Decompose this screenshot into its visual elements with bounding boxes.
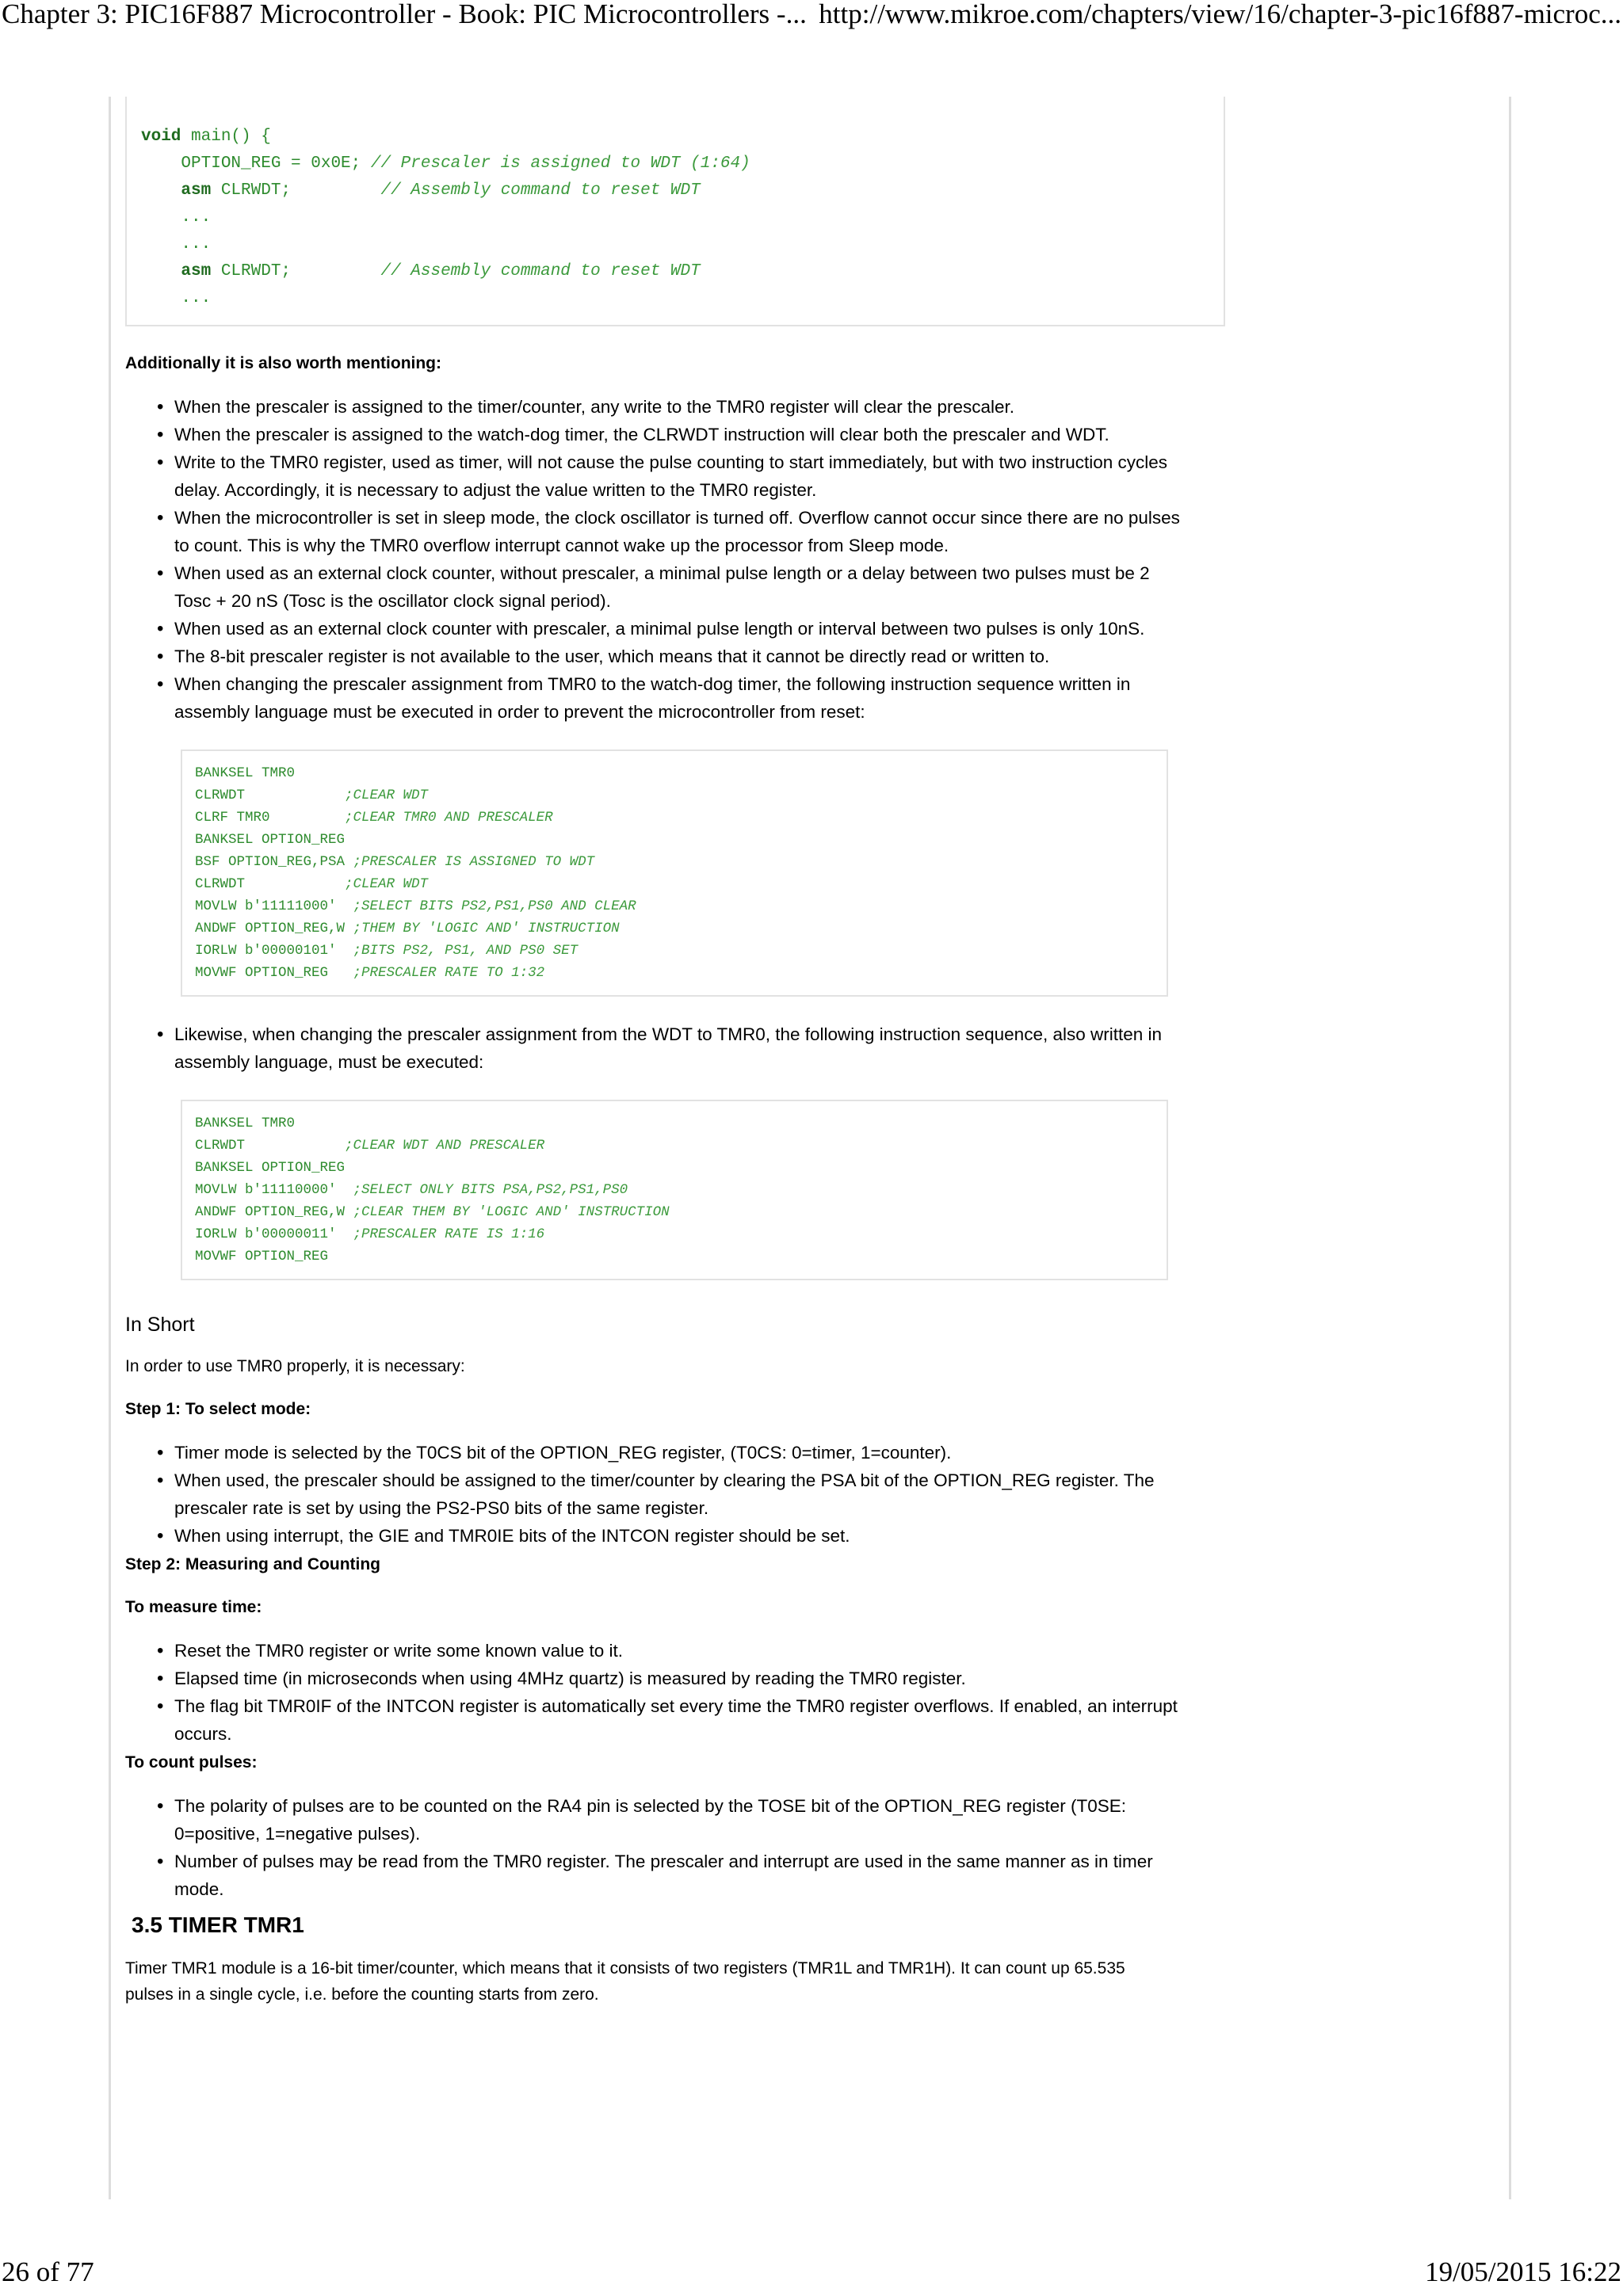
list-item: • The flag bit TMR0IF of the INTCON register is automatically set every time the TMR0 register overflows. If enabled, an interrupt occurs. [174,1692,1181,1748]
asm-code-block-wdt-to-tmr0 [181,1100,1168,1280]
list-item: • The polarity of pulses are to be counted on the RA4 pin is selected by the TOSE bit of the OPTION_REG register (T0SE: 0=positive, 1=negative pulses). [174,1792,1181,1848]
content-right-border [1509,97,1511,2199]
timer1-heading: 3.5 TIMER TMR1 [132,1913,304,1937]
code-line: ANDWF OPTION_REG,W ;CLEAR THEM BY 'LOGIC AND' INSTRUCTION [195,1204,670,1220]
code-line: asm CLRWDT; // Assembly command to reset WDT [141,262,701,280]
code-line: void main() { [141,128,271,146]
code-line: ANDWF OPTION_REG,W ;THEM BY 'LOGIC AND' INSTRUCTION [195,921,620,936]
count-list [125,1792,1235,1903]
c-code-block [125,97,1225,326]
code-line: BANKSEL OPTION_REG [195,1160,346,1176]
code-line: BSF OPTION_REG,PSA ;PRESCALER IS ASSIGNED TO WDT [195,854,595,870]
list-item: • When the prescaler is assigned to the watch-dog timer, the CLRWDT instruction will clear both the prescaler and WDT. [174,421,1181,448]
measure-list [125,1637,1235,1748]
code-line: IORLW b'00000101' ;BITS PS2, PS1, AND PS0 SET [195,943,579,959]
step2-heading: Step 2: Measuring and Counting [125,1555,381,1573]
code-line: CLRF TMR0 ;CLEAR TMR0 AND PRESCALER [195,810,553,826]
code-line: ... [141,289,212,307]
code-line: CLRWDT ;CLEAR WDT AND PRESCALER [195,1138,545,1154]
code-line: BANKSEL TMR0 [195,1116,296,1131]
code-line: CLRWDT ;CLEAR WDT [195,788,429,803]
list-item: • When used as an external clock counter, without prescaler, a minimal pulse length or a delay between two pulses must be 2 Tosc + 20 nS (Tosc is the oscillator clock signal period). [174,559,1181,615]
list-item: • Elapsed time (in microseconds when using 4MHz quartz) is measured by reading the TMR0 register. [174,1665,1181,1692]
code-line: BANKSEL TMR0 [195,765,296,781]
page-number: 26 of 77 [2,2256,94,2287]
list-item: • When the microcontroller is set in sleep mode, the clock oscillator is turned off. Overflow cannot occur since there are no pulses to count. This is why the TMR0 overflow interrupt cannot wake up the processor from Sleep mode. [174,504,1181,559]
timer1-text: Timer TMR1 module is a 16-bit timer/counter, which means that it consists of two registers (TMR1L and TMR1H). It can count up 65.535 pulses in a single cycle, i.e. before the counting starts from zero. [125,1959,1125,2004]
list-item: • When used, the prescaler should be assigned to the timer/counter by clearing the PSA bit of the OPTION_REG register. The prescaler rate is set by using the PS2-PS0 bits of the same register. [174,1466,1181,1522]
list-item: • The 8-bit prescaler register is not available to the user, which means that it cannot be directly read or written to. [174,643,1181,670]
list-item: • When used as an external clock counter with prescaler, a minimal pulse length or interval between two pulses is only 10nS. [174,615,1181,643]
step1-list [125,1439,1235,1550]
code-line: ... [141,235,212,254]
list-item: • Likewise, when changing the prescaler assignment from the WDT to TMR0, the following instruction sequence, also written in assembly language, must be executed: [174,1020,1181,1076]
list-item: • When changing the prescaler assignment from TMR0 to the watch-dog timer, the following instruction sequence written in assembly language must be executed in order to prevent the microcontroller from reset: [174,670,1181,726]
code-line: MOVLW b'11111000' ;SELECT BITS PS2,PS1,PS0 AND CLEAR [195,898,636,914]
code-line: MOVWF OPTION_REG ;PRESCALER RATE TO 1:32 [195,965,545,981]
notes-list-cont [125,1020,1235,1076]
list-item: • Write to the TMR0 register, used as timer, will not cause the pulse counting to start immediately, but with two instruction cycles delay. Accordingly, it is necessary to adjust the value written to the TMR0 register. [174,448,1181,504]
article-content [125,97,1235,2008]
asm-code-block-tmr0-to-wdt [181,749,1168,997]
code-line: MOVLW b'11110000' ;SELECT ONLY BITS PSA,PS2,PS1,PS0 [195,1182,628,1198]
print-datetime: 19/05/2015 16:22 [1425,2256,1621,2287]
list-item: • When the prescaler is assigned to the timer/counter, any write to the TMR0 register will clear the prescaler. [174,393,1181,421]
content-left-border [109,97,111,2199]
code-line: OPTION_REG = 0x0E; // Prescaler is assigned to WDT (1:64) [141,154,750,173]
code-line: MOVWF OPTION_REG [195,1249,329,1264]
code-line: BANKSEL OPTION_REG [195,832,346,848]
code-line: ... [141,208,212,227]
list-item: • Reset the TMR0 register or write some known value to it. [174,1637,1181,1665]
notes-list [125,393,1235,726]
code-line: CLRWDT ;CLEAR WDT [195,876,429,892]
in-short-intro: In order to use TMR0 properly, it is necessary: [125,1357,465,1375]
list-item: • Number of pulses may be read from the TMR0 register. The prescaler and interrupt are used in the same manner as in timer mode. [174,1848,1181,1903]
page-header-url[interactable]: http://www.mikroe.com/chapters/view/16/chapter-3-pic16f887-microc... [819,0,1621,29]
step1-heading: Step 1: To select mode: [125,1400,311,1418]
in-short-heading: In Short [125,1314,195,1336]
list-item: • Timer mode is selected by the T0CS bit of the OPTION_REG register, (T0CS: 0=timer, 1=counter). [174,1439,1181,1466]
page-header-title: Chapter 3: PIC16F887 Microcontroller - Book: PIC Microcontrollers -... [2,0,807,29]
code-line: IORLW b'00000011' ;PRESCALER RATE IS 1:16 [195,1226,545,1242]
additionally-heading: Additionally it is also worth mentioning: [125,354,441,372]
list-item: • When using interrupt, the GIE and TMR0IE bits of the INTCON register should be set. [174,1522,1181,1550]
count-heading: To count pulses: [125,1753,258,1772]
measure-heading: To measure time: [125,1598,262,1616]
code-line: asm CLRWDT; // Assembly command to reset WDT [141,181,701,200]
